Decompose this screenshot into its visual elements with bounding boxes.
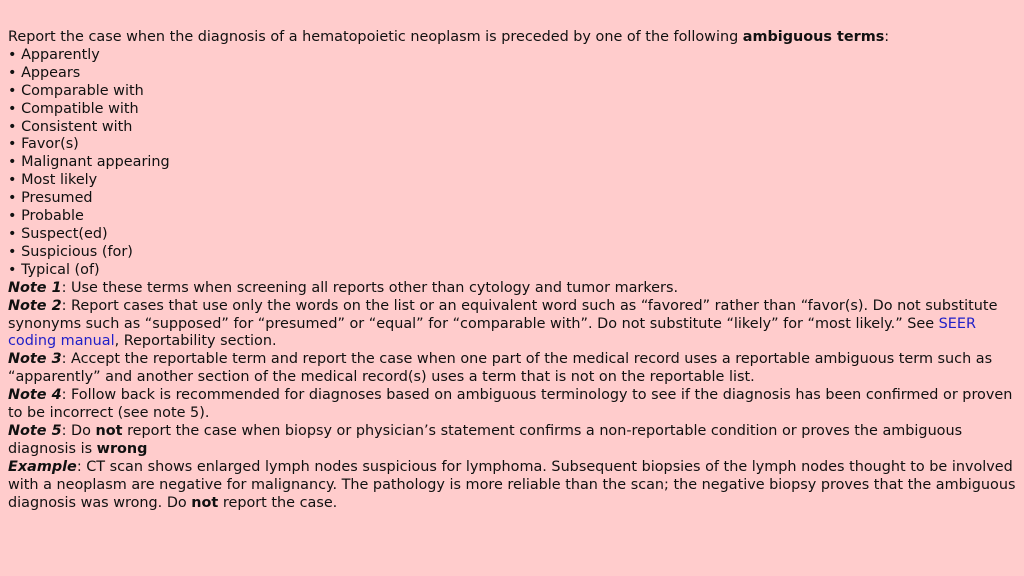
note-5 [8,423,1016,459]
list-item: • Appears [8,64,81,81]
list-item: • Probable [8,208,84,225]
note-5-bold-not: not [95,422,123,439]
note-5-mid: report the case when biopsy or physician’s statement confirms a non-reportable condition or proves the ambiguous diagnosis is [8,422,963,457]
note-2-text: : Report cases that use only the words on the list or an equivalent word such as “favored” rather than “favor(s). Do not substitute synonyms such as “supposed” for “presumed” or “equal” for “comparable with”. Do not substitute “likely” for “most likely.” See [8,297,998,332]
list-item: • Suspect(ed) [8,225,108,242]
seer-coding-manual-link[interactable]: SEER coding manual [8,315,976,350]
note-5-bold-wrong: wrong [96,440,148,457]
note-1-label: Note 1 [8,279,62,296]
list-item: • Typical (of) [8,261,100,278]
note-3-label: Note 3 [8,351,62,368]
note-2-after: , Reportability section. [114,333,277,350]
ambiguous-terms-list [8,47,1016,280]
example-label: Example [8,458,77,475]
reportability-document [8,29,1016,512]
intro-paragraph [8,29,1016,47]
note-4 [8,387,1016,423]
list-item: • Comparable with [8,82,144,99]
intro-suffix: : [884,29,890,45]
example [8,459,1016,513]
note-2-label: Note 2 [8,297,62,314]
example-text: : CT scan shows enlarged lymph nodes suspicious for lymphoma. Subsequent biopsies of the lymph nodes thought to be involved with a neoplasm are negative for malignancy. The pathology is more reliable than the scan; the negative biopsy proves that the ambiguous diagnosis was wrong. Do [8,458,1016,511]
intro-bold-term: ambiguous terms [742,29,885,45]
note-3-text: : Accept the reportable term and report the case when one part of the medical record uses a reportable ambiguous term such as “apparently” and another section of the medical record(s) uses a term that is not on the reportable list. [8,351,993,386]
list-item: • Apparently [8,46,100,63]
list-item: • Malignant appearing [8,154,170,171]
note-4-label: Note 4 [8,387,62,404]
list-item: • Compatible with [8,100,139,117]
note-5-label: Note 5 [8,422,62,439]
list-item: • Most likely [8,172,98,189]
note-1-text: : Use these terms when screening all reports other than cytology and tumor markers. [61,279,679,296]
note-4-text: : Follow back is recommended for diagnoses based on ambiguous terminology to see if the diagnosis has been confirmed or proven to be incorrect (see note 5). [8,387,1013,422]
intro-text: Report the case when the diagnosis of a hematopoietic neoplasm is preceded by one of the following [8,29,743,45]
note-5-pre: : Do [61,422,96,439]
example-after: report the case. [218,494,338,511]
list-item: • Consistent with [8,118,133,135]
list-item: • Presumed [8,190,93,207]
note-1 [8,280,1016,298]
note-2 [8,298,1016,352]
example-bold-not: not [191,494,219,511]
note-3 [8,351,1016,387]
list-item: • Suspicious (for) [8,243,133,260]
list-item: • Favor(s) [8,136,79,153]
